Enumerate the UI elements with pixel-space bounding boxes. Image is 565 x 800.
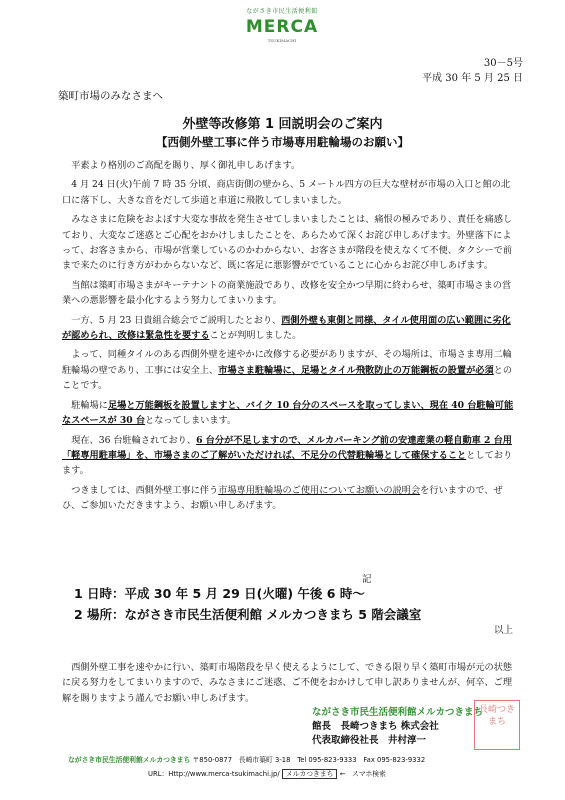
ijo-marker: 以上 xyxy=(493,625,513,636)
emphasis: 6 台分が不足しますので、メルカパーキング前の安達産業の軽自動車 2 台用「軽専用駐車場」を、市場さまのご了解がいただければ、不足分の代替駐輪場として確保すること xyxy=(62,434,512,461)
logo-sub-text: TSUKIMACHI xyxy=(267,38,297,43)
document-title: 外壁等改修第 1 回説明会のご案内 xyxy=(182,117,383,132)
seal-stamp: 長崎つきまち xyxy=(474,700,520,750)
emphasis: 市場専用駐輪場のご使用についてお願いの説明会 xyxy=(218,484,421,496)
paragraph-west-wall xyxy=(62,313,515,344)
footer-search-box[interactable]: メルカつきまち xyxy=(282,769,338,779)
emphasis: 足場と万能鋼板を設置しますと、バイク 10 台分のスペースを取ってしまい、現在 40 台駐輪可能なスペースが 30 台 xyxy=(62,399,514,427)
paragraph-parking-space xyxy=(62,398,515,429)
footer-address: 〒850-0877 長崎市築町 3-18 Tel 095-823-9333 Fax 095-823-9332 xyxy=(192,756,426,764)
ki-marker: 記 xyxy=(362,574,372,585)
emphasis: 市場さま駐輪場に、足場とタイル飛散防止の万能鋼板の設置が必須 xyxy=(218,364,494,376)
sender-block xyxy=(312,706,483,748)
text: ことが判明しました。 xyxy=(209,330,302,342)
item-datetime: 1 日時：平成 30 年 5 月 29 日(火曜) 午後 6 時～ xyxy=(74,586,365,601)
logo-small-text: ながさき市民生活便利館 xyxy=(246,8,318,15)
text: つきましては、西側外壁工事に伴う xyxy=(71,484,219,496)
document-body xyxy=(62,158,515,518)
footer-org: ながさき市民生活便利館メルカつきまち xyxy=(68,756,191,764)
paragraph-apology: みなさまに危険をおよぼす大変な事故を発生させてしまいましたことは、痛恨の極みであり、責任を痛感しており、大変なご迷惑とご心配をおかけしましたことを、あらためて深くお詫び申しあげます。外壁落下によって、お客さまから、市場が営業しているのかわからない、お客さまが階段を使えなくて不便、タクシーで前まで来たのに行き方がわからないなど、既に客足に悪影響がでていることに心からお詫び申しあげます。 xyxy=(62,214,513,272)
sender-director: 館長 長崎つきまち 株式会社 xyxy=(312,721,439,732)
paragraph-invitation xyxy=(62,483,515,514)
text: よって、同種タイルのある西側外壁を速やかに改修する必要がありますが、その場所は、市場さま専用二輪駐輪場の壁であり、工事には安全上、 xyxy=(62,349,512,376)
text: 一方、5 月 23 日貴組合総会でご説明したとおり、 xyxy=(71,314,282,326)
document-date: 平成 30 年 5 月 25 日 xyxy=(422,73,523,84)
text: を行いますので、ぜひ、ご参加いただきますよう、お願い申しあげます。 xyxy=(62,484,503,512)
footer-contact xyxy=(68,754,508,764)
merca-logo xyxy=(222,6,342,43)
logo-name: MERCA xyxy=(245,17,319,37)
footer-url[interactable]: URL：Http://www.merca-tsukimachi.jp/ xyxy=(148,770,280,778)
sender-org: ながさき市民生活便利館メルカつきまち xyxy=(312,707,484,718)
paragraph-incident: 4 月 24 日(火)午前 7 時 35 分頃、商店街側の壁から、5 メートル四方の巨大な壁材が市場の入口と館の北口に落下し、大きな音をだして歩道と車道に飛散してしまいました。 xyxy=(62,179,511,206)
text: とのことです。 xyxy=(62,364,513,392)
paragraph-scaffold-need xyxy=(62,347,515,393)
document-subtitle: 【西側外壁工事に伴う市場専用駐輪場のお願い】 xyxy=(156,135,409,149)
recipient: 築町市場のみなさまへ xyxy=(58,90,163,102)
paragraph-closing: 西側外壁工事を速やかに行い、築町市場階段を早く使えるようにして、できる限り早く築町市場が元の状態に戻る努力をしてまいりますので、みなさまにご迷惑、ご不便をおかけして申し訳ありませんが、何卒、ご理解を賜りますよう謹んでお願い申しあげます。 xyxy=(62,662,513,704)
footer-links xyxy=(148,768,386,778)
item-location: 2 場所：ながさき市民生活便利館 メルカつきまち 5 階会議室 xyxy=(74,607,422,622)
document-number: 30－5号 xyxy=(483,58,523,69)
paragraph-commitment: 当館は築町市場さまがキーテナントの商業施設であり、改修を安全かつ早期に終わらせ、築町市場さまの営業への悪影響を最小化するよう努力してまいります。 xyxy=(62,279,512,307)
footer-search-hint: ← スマホ検索 xyxy=(339,770,386,778)
text: 現在、36 台駐輪されており、 xyxy=(71,434,197,446)
document-header xyxy=(422,56,523,86)
paragraph-greeting: 平素より格別のご高配を賜り、厚く御礼申しあげます。 xyxy=(71,160,301,171)
sender-president: 代表取締役社長 井村淳一 xyxy=(312,735,427,746)
text: としております。 xyxy=(62,449,513,477)
text: となってしまいます。 xyxy=(145,415,237,427)
emphasis: 西側外壁も東側と同様、タイル使用面の広い範囲に劣化が認められ、改修は緊急性を要する xyxy=(62,314,511,342)
text: 駐輪場に xyxy=(71,399,108,411)
paragraph-alternative xyxy=(62,433,515,479)
